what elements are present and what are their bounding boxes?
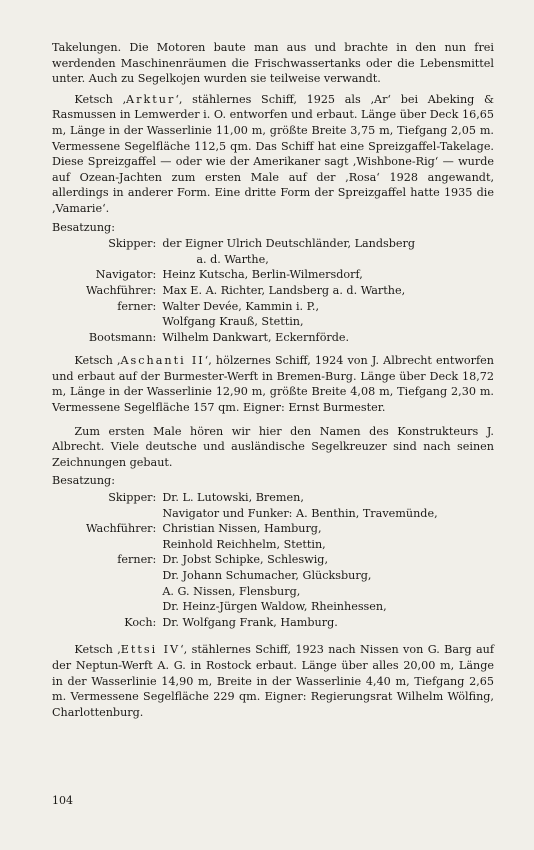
crew-name: Dr. Heinz-Jürgen Waldow, Rheinhessen,	[162, 600, 387, 614]
crew-name: Wolfgang Krauß, Stettin,	[162, 315, 304, 329]
arktur-pre: Ketsch ‚	[74, 92, 127, 106]
crew-row	[86, 267, 415, 283]
crew-name: Wilhelm Dankwart, Eckernförde.	[162, 330, 350, 344]
crew-role: Skipper:	[108, 237, 157, 251]
crew-role	[86, 584, 162, 600]
crew-row	[86, 552, 438, 568]
crew-name: Navigator und Funker: A. Benthin, Travemünde,	[162, 506, 438, 520]
crew-row	[86, 330, 415, 346]
arktur-paragraph	[52, 92, 494, 217]
ettsi-post: ‘, stählernes Schiff, 1923 nach Nissen von G. Barg auf der Neptun-Werft A. G. in Rostock erbaut. Länge über alles 20,00 m, Länge in der Wasserlinie 14,90 m, Breite in der Wasserlinie 4,40 m, Tiefgang 2,65 m. Vermessene Segelfläche 229 qm. Eigner: Regierungsrat Wilhelm Wölfing, Charlottenburg.	[52, 643, 494, 719]
crew-role: Skipper:	[108, 491, 157, 505]
crew-role: Wachführer:	[86, 522, 157, 536]
aschanti-crew-title: Besatzung:	[52, 474, 115, 488]
crew-row	[86, 615, 438, 631]
crew-row	[86, 490, 438, 506]
crew-role	[86, 506, 162, 522]
crew-name: Dr. Wolfgang Frank, Hamburg.	[162, 615, 338, 629]
crew-name: Walter Devée, Kammin i. P.,	[162, 299, 320, 313]
crew-name: der Eigner Ulrich Deutschländer, Landsberg	[162, 237, 416, 251]
crew-row	[86, 521, 438, 537]
crew-name: Dr. Jobst Schipke, Schleswig,	[162, 553, 329, 567]
crew-role	[86, 537, 162, 553]
crew-role: Bootsmann:	[88, 330, 157, 344]
aschanti-ship-name: Aschanti II	[120, 354, 205, 368]
crew-role: Navigator:	[95, 268, 157, 282]
arktur-ship-name: Arktur	[126, 92, 176, 106]
aschanti-pre: Ketsch ‚	[74, 354, 121, 368]
crew-role	[86, 599, 162, 615]
crew-row	[86, 599, 438, 615]
crew-role	[86, 314, 162, 330]
aschanti-crew-table	[86, 490, 438, 630]
crew-row	[86, 537, 438, 553]
crew-name: Heinz Kutscha, Berlin-Wilmersdorf,	[162, 268, 363, 282]
crew-row	[86, 314, 415, 330]
arktur-crew-table	[86, 236, 415, 345]
crew-name: A. G. Nissen, Flensburg,	[162, 584, 301, 598]
arktur-post: ‘, stählernes Schiff, 1925 als ‚Ar‘ bei Abeking & Rasmussen in Lemwerder i. O. entworfen und erbaut. Länge über Deck 16,65 m, Länge in der Wasserlinie 11,00 m, größte Breite 3,75 m, Tiefgang 2,05 m. Vermessene Segelfläche 112,5 qm. Das Schiff hat eine Spreizgaffel-Takelage. Diese Spreizgaffel — oder wie der Amerikaner sagt ‚Wishbone-Rig‘ — wurde auf Ozean-Jachten zum ersten Male auf der ‚Rosa‘ 1928 angewandt, allerdings in anderer Form. Eine dritte Form der Spreizgaffel hatte 1935 die ‚Vamarie‘.	[52, 92, 495, 215]
aschanti-paragraph	[52, 353, 494, 415]
crew-role: Wachführer:	[86, 283, 157, 297]
crew-name: Reinhold Reichhelm, Stettin,	[162, 537, 326, 551]
crew-row	[86, 568, 438, 584]
crew-name: Max E. A. Richter, Landsberg a. d. Warthe,	[162, 283, 406, 297]
page-number: 104	[52, 794, 73, 807]
crew-name: Christian Nissen, Hamburg,	[162, 522, 322, 536]
crew-row	[86, 283, 415, 299]
ettsi-ship-name: Ettsi IV	[120, 643, 181, 657]
crew-row	[86, 252, 415, 268]
crew-role: ferner:	[117, 299, 157, 313]
ettsi-paragraph	[52, 642, 494, 720]
ettsi-pre: Ketsch ‚	[74, 643, 121, 657]
albrecht-paragraph: Zum ersten Male hören wir hier den Namen des Konstrukteurs J. Albrecht. Viele deutsche und ausländische Segelkreuzer sind nach seinen Zeichnungen gebaut.	[52, 424, 494, 469]
aschanti-post: ‘, hölzernes Schiff, 1924 von J. Albrecht entworfen und erbaut auf der Burmester-Werft in Bremen-Burg. Länge über Deck 18,72 m, Länge in der Wasserlinie 12,90 m, größte Breite 4,08 m, Tiefgang 2,30 m. Vermessene Segelfläche 157 qm. Eigner: Ernst Burmester.	[52, 354, 494, 415]
crew-name: Dr. Johann Schumacher, Glücksburg,	[162, 569, 372, 582]
crew-role	[86, 568, 162, 584]
arktur-crew-title: Besatzung:	[52, 220, 115, 234]
crew-role	[86, 252, 162, 268]
crew-role: Koch:	[124, 615, 157, 629]
crew-row	[86, 236, 415, 252]
crew-name: Dr. L. Lutowski, Bremen,	[162, 491, 304, 505]
crew-name: a. d. Warthe,	[196, 252, 269, 266]
crew-row	[86, 584, 438, 600]
crew-row	[86, 506, 438, 522]
intro-paragraph: Takelungen. Die Motoren baute man aus und brachte in den nun frei werdenden Maschinenräumen die Frischwassertanks oder die Lebensmittel unter. Auch zu Segelkojen wurden sie teilweise verwandt.	[52, 41, 494, 86]
crew-row	[86, 299, 415, 315]
crew-role: ferner:	[117, 553, 157, 567]
